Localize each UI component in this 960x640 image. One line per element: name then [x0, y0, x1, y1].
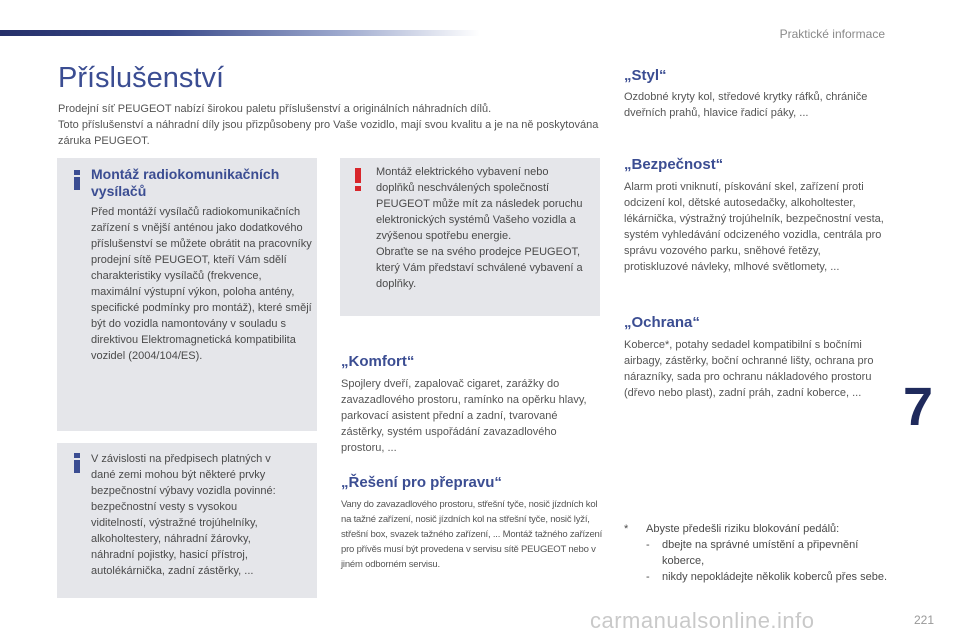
chapter-number: 7: [903, 377, 934, 437]
radio-info-box: [57, 158, 317, 431]
styl-heading: „Styl“: [624, 67, 667, 84]
footnote: [624, 521, 894, 585]
info-icon: [71, 170, 83, 190]
warning-text-1: Montáž elektrického vybavení nebo doplňků neschválených společností PEUGEOT může mít za následek poruchu elektronických systémů Vašeho vozidla a zvýšenou spotřebu energie.: [376, 166, 583, 242]
footnote-star: *: [624, 523, 629, 535]
header-gradient-bar: [0, 30, 480, 36]
komfort-heading: „Komfort“: [341, 353, 415, 370]
intro-text: [58, 101, 608, 149]
list-item-text: nikdy nepokládejte několik koberců přes sebe.: [662, 571, 888, 583]
bezpecnost-text: Alarm proti vniknutí, pískování skel, zařízení proti odcizení kol, dětské autosedačky, alkoholtester, lékárnička, výstražný trojúhelník, bezpečnostní vesta, systém vyhledávání odcizeného vozidla, centrála pro správu vozového parku, sněhové řetězy, protiskluzové návleky, mlhové světlomety, ...: [624, 181, 884, 273]
bezpecnost-heading: „Bezpečnost“: [624, 156, 724, 173]
list-item-text: dbejte na správné umístění a připevnění koberce,: [662, 539, 859, 567]
footnote-text: Abyste předešli riziku blokování pedálů:: [646, 523, 840, 535]
list-dash: -: [646, 539, 650, 551]
warning-text-2: Obraťte se na svého prodejce PEUGEOT, který Vám představí schválené vybavení a doplňky.: [376, 246, 583, 290]
info-icon: [71, 453, 83, 473]
warning-icon: [352, 168, 364, 192]
list-item: [624, 569, 894, 585]
intro-line: Prodejní síť PEUGEOT nabízí širokou paletu příslušenství a originálních náhradních dílů.: [58, 103, 492, 115]
transport-heading: „Řešení pro přepravu“: [341, 474, 502, 491]
warning-box-text: [376, 164, 584, 292]
section-label: Praktické informace: [779, 27, 885, 41]
ochrana-heading: „Ochrana“: [624, 314, 700, 331]
warning-box: [340, 158, 600, 316]
ochrana-text: Koberce*, potahy sedadel kompatibilní s bočními airbagy, zástěrky, boční ochranné lišty, ochrana pro nárazníky, sada pro ochranu nákladového prostoru (dřevo nebo plast), zadní práh, zadní koberce, ...: [624, 339, 874, 399]
radio-box-text: Před montáží vysílačů radiokomunikačních zařízení s vnější anténou jako dodatkového příslušenství se můžete obrátit na pracovníky prodejní sítě PEUGEOT, kteří Vám sdělí charakteristiky vysílačů (frekvence, maximální výstupní výkon, poloha antény, specifické podmínky pro montáž), které smějí být do vozidla namontovány v souladu s direktivou Elektromagnetická kompatibilita vozidel (2004/104/ES).: [91, 206, 312, 362]
transport-text: Vany do zavazadlového prostoru, střešní tyče, nosič jízdních kol na tažné zařízení, nosič jízdních kol na střešní tyče, nosič lyží, střešní box, svazek tažného zařízení, ... Montáž tažného zařízení pro přívěs musí být provedena v servisu sítě PEUGEOT nebo v jiném odborném servisu.: [341, 499, 603, 570]
komfort-text: Spojlery dveří, zapalovač cigaret, zarážky do zavazadlového prostoru, ramínko na opěrku hlavy, parkovací asistent přední a zadní, tvarované zástěrky, systém uspořádání zavazadlového prostoru, ...: [341, 378, 587, 454]
page-number: 221: [913, 613, 934, 627]
law-info-box: [57, 443, 317, 598]
radio-box-heading: Montáž radiokomunikačních vysílačů: [91, 166, 280, 199]
list-dash: -: [646, 571, 650, 583]
law-box-text: V závislosti na předpisech platných v dané zemi mohou být některé prvky bezpečnostní výbavy vozidla povinné: bezpečnostní vesty s vysokou viditelností, výstražné trojúhelníky, alkoholtestery, náhradní žárovky, náhradní pojistky, hasicí přístroj, autolékárnička, zadní zástěrky, ...: [91, 453, 276, 577]
list-item: [624, 537, 894, 569]
intro-line: Toto příslušenství a náhradní díly jsou přizpůsobeny pro Vaše vozidlo, mají svou kvalitu a je na ně poskytována záruka PEUGEOT.: [58, 119, 599, 147]
footnote-main: [624, 521, 894, 537]
watermark: carmanualsonline.info: [590, 608, 815, 633]
styl-text: Ozdobné kryty kol, středové krytky ráfků, chrániče dveřních prahů, hlavice řadicí páky, ...: [624, 91, 868, 119]
page-title: Příslušenství: [58, 62, 224, 94]
